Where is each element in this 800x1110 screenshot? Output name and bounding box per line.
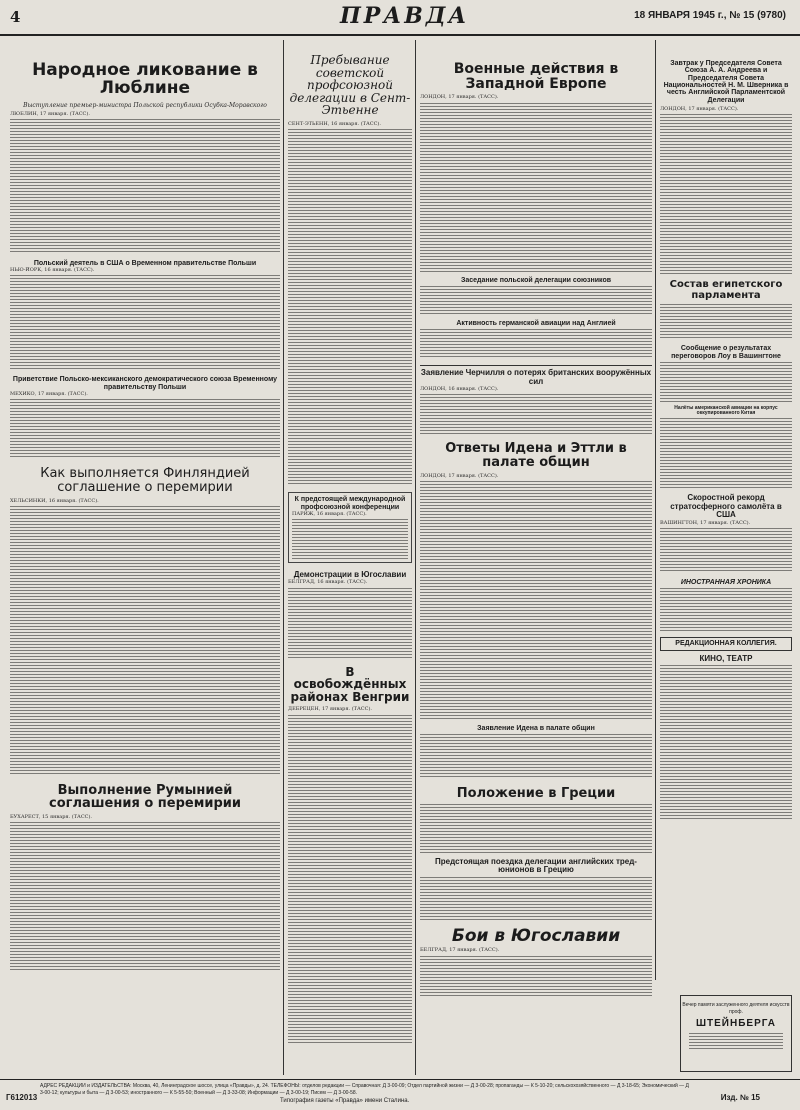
headline-foreign-chronicle: ИНОСТРАННАЯ ХРОНИКА <box>680 578 772 586</box>
dateline: ХЕЛЬСИНКИ, 16 января. (ТАСС). <box>10 497 99 504</box>
article-body <box>10 119 280 254</box>
headline-trade-union-greece: Предстоящая поездка делегации английских тред-юнионов в Грецию <box>435 856 637 875</box>
dateline: БЕЛГРАД, 16 января. (ТАСС). <box>288 579 368 586</box>
article-body <box>660 114 792 274</box>
article-body <box>288 588 412 658</box>
editorial-board: РЕДАКЦИОННАЯ КОЛЛЕГИЯ. <box>660 637 792 650</box>
dateline: ЛОНДОН, 17 января. (ТАСС). <box>420 94 499 101</box>
ad-title: ШТЕЙНБЕРГА <box>695 1018 777 1029</box>
issue-date: 18 ЯНВАРЯ 1945 г., № 15 (9780) <box>634 10 786 21</box>
article-body <box>288 715 412 1045</box>
ad-subtitle: Вечер памяти заслуженного деятеля искусств проф. <box>682 1002 790 1015</box>
dateline: ПАРИЖ, 16 января. (ТАСС). <box>292 510 367 517</box>
dateline: МЕХИКО, 17 января. (ТАСС). <box>10 391 88 398</box>
article-body <box>10 399 280 459</box>
subhead-lublin: Выступление премьер-министра Польской республики Осубка-Моравского <box>23 101 267 109</box>
article-body <box>288 129 412 484</box>
headline-yugoslavia-demos: Демонстрации в Югославии <box>293 570 407 580</box>
dateline: БЕЛГРАД, 17 января. (ТАСС). <box>420 947 500 954</box>
column-rule <box>655 40 656 980</box>
article-body <box>10 506 280 776</box>
churchill-section <box>420 365 652 434</box>
column-3 <box>420 40 652 1075</box>
article-body <box>420 804 652 854</box>
column-2 <box>288 40 412 1075</box>
article-body <box>420 734 652 779</box>
headline-st-etienne: Пребывание советской профсоюзной делегации в Сент-Этьенне <box>289 53 411 118</box>
column-rule <box>283 40 284 1075</box>
article-body <box>420 286 652 316</box>
box-trade-union-conference <box>288 492 412 563</box>
article-body <box>660 588 792 633</box>
headline-eden-statement: Заявление Идена в палате общин <box>477 724 595 732</box>
dateline: ДЕБРЕЦЕН, 17 января. (ТАСС). <box>288 706 372 713</box>
headline-stratosphere-record: Скоростной рекорд стратосферного самолёта в США <box>670 493 782 520</box>
article-body <box>420 877 652 922</box>
headline-hungary: В освобождённых районах Венгрии <box>290 664 410 704</box>
headline-greece: Положение в Греции <box>456 786 616 802</box>
footer-issue: Изд. № 15 <box>720 1093 760 1102</box>
headline-polish-delegation: Заседание польской делегации союзников <box>460 276 612 284</box>
headline-trade-union-conference: К предстоящей международной профсоюзной конференции <box>294 496 406 511</box>
article-body <box>292 519 408 559</box>
dateline: ЛЮБЛИН, 17 января. (ТАСС). <box>10 110 90 117</box>
article-body <box>660 304 792 339</box>
headline-us-raids: Налёты американской авиации на корпус оккупированного Китая <box>674 404 778 417</box>
article-body <box>420 103 652 273</box>
headline-mexico: Приветствие Польско-мексиканского демократического союза Временному правительству Польши <box>12 376 278 391</box>
memorial-ad-box <box>680 995 792 1072</box>
headline-western-front: Военные действия в Западной Европе <box>453 61 619 92</box>
column-1 <box>10 40 280 1075</box>
dateline: ВАШИНГТОН, 17 января. (ТАСС). <box>660 519 751 526</box>
article-body <box>10 275 280 370</box>
headline-lublin: Народное ликование в Люблине <box>32 60 258 98</box>
article-body <box>660 362 792 402</box>
dateline: НЬЮ-ЙОРК, 16 января. (ТАСС). <box>10 267 95 274</box>
headline-egypt: Состав египетского парламента <box>669 279 783 301</box>
article-body <box>660 418 792 488</box>
masthead: ПРАВДА <box>340 3 470 29</box>
article-body <box>10 822 280 972</box>
article-body <box>420 394 652 434</box>
headline-eden-attlee: Ответы Идена и Эттли в палате общин <box>445 441 627 470</box>
column-rule <box>415 40 416 1075</box>
headline-finland: Как выполняется Финляндией соглашение о перемирии <box>40 466 250 495</box>
dateline: БУХАРЕСТ, 15 января. (ТАСС). <box>10 814 93 821</box>
headline-churchill: Заявление Черчилля о потерях британских вооружённых сил <box>420 368 652 386</box>
headline-yugoslavia-battles: Бои в Югославии <box>451 925 621 946</box>
article-body <box>420 329 652 359</box>
article-body <box>420 481 652 721</box>
headline-romania: Выполнение Румынией соглашения о перемирии <box>49 782 241 812</box>
footer-printing: Типография газеты «Правда» имени Сталина. <box>280 1098 410 1104</box>
column-4 <box>660 40 792 990</box>
dateline: ЛОНДОН, 16 января. (ТАСС). <box>420 386 499 393</box>
headline-polish-usa: Польский деятель в США о Временном правительстве Польши <box>33 259 257 267</box>
headline-reception: Завтрак у Председателя Совета Союза А. А. Андреева и Председателя Совета Национальностей Н. М. Шверника в честь Английской Парламентской Делегации <box>663 60 789 104</box>
article-body <box>420 956 652 996</box>
dateline: ЛОНДОН, 17 января. (ТАСС). <box>660 106 739 113</box>
page-number: 4 <box>10 8 21 26</box>
heading-cinema-theatre: КИНО, ТЕАТР <box>699 653 753 663</box>
page-header <box>0 0 800 36</box>
headline-lowe-talks: Сообщение о результатах переговоров Лоу в Вашингтоне <box>671 345 781 360</box>
footer-id: Г612013 <box>6 1093 38 1102</box>
footer-address: АДРЕС РЕДАКЦИИ и ИЗДАТЕЛЬСТВА: Москва, 40, Ленинградское шоссе, улица «Правды», д. 24. ТЕЛЕФОНЫ: отделов редакции — Справочная: Д 3-00-09; Отдел партийной жизни — Д 3-00-28; пропаганды — К 5-10-20; сельскохозяйственного — Д 3-18-65; Экономический — Д 3-00-12; культуры и быта — Д 3-00-53; иностранного — К 5-55-50; Военный — Д 3-33-08; Информации — Д 3-00-19; Писем — Д 3-00-58. <box>40 1083 689 1096</box>
dateline: СЕНТ-ЭТЬЕНН, 16 января. (ТАСС). <box>288 120 381 127</box>
ad-body <box>689 1033 783 1051</box>
article-body <box>660 528 792 573</box>
listings <box>660 665 792 820</box>
footer <box>0 1079 800 1110</box>
headline-german-aviation: Активность германской авиации над Англией <box>456 319 616 327</box>
dateline: ЛОНДОН, 17 января. (ТАСС). <box>420 472 499 479</box>
